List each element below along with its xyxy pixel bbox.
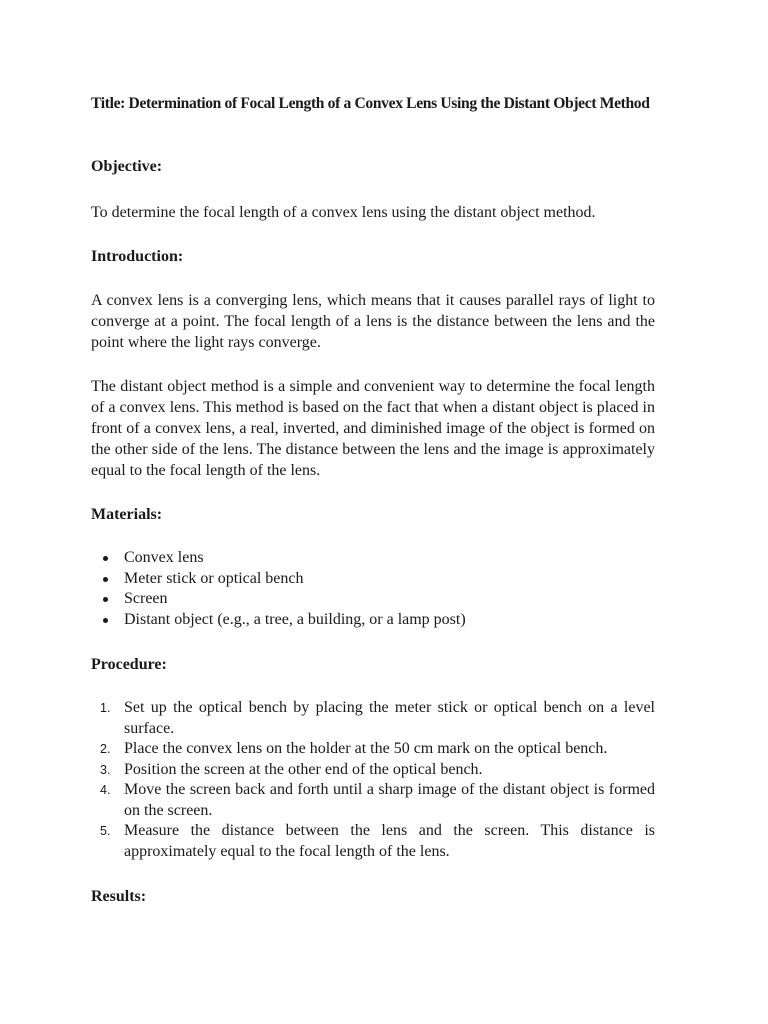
step-number: 1.: [100, 701, 111, 715]
step-number: 2.: [100, 742, 111, 756]
materials-item-text: Convex lens: [124, 549, 204, 566]
materials-heading: Materials:: [91, 506, 163, 523]
step-number: 4.: [100, 783, 111, 797]
document-title: Title: Determination of Focal Length of a Convex Lens Using the Distant Object Method: [91, 95, 650, 112]
procedure-step-text: Set up the optical bench by placing the meter stick or optical bench on a level surface.: [124, 699, 655, 737]
introduction-paragraph-2: The distant object method is a simple and convenient way to determine the focal length of a convex lens. This method is based on the fact that when a distant object is placed in front of a convex lens, a real, inverted, and diminished image of the object is formed on the other side of the lens. The distance between the lens and the image is approximately equal to the focal length of the lens.: [91, 378, 655, 479]
objective-heading: Objective:: [91, 158, 163, 175]
procedure-step: [91, 821, 655, 862]
bullet-icon: [103, 556, 108, 561]
procedure-step: [91, 780, 655, 821]
introduction-paragraph-1: A convex lens is a converging lens, which means that it causes parallel rays of light to converge at a point. The focal length of a lens is the distance between the lens and the point where the light rays converge.: [91, 292, 655, 351]
materials-item-text: Screen: [124, 590, 168, 607]
procedure-step-text: Move the screen back and forth until a sharp image of the distant object is formed on the screen.: [124, 781, 655, 819]
procedure-list: [91, 698, 655, 862]
document-page: [91, 93, 655, 907]
procedure-step: [91, 760, 655, 781]
materials-item-text: Meter stick or optical bench: [124, 569, 304, 587]
introduction-heading: Introduction:: [91, 248, 184, 265]
procedure-step: [91, 698, 655, 739]
procedure-step-text: Position the screen at the other end of the optical bench.: [124, 760, 483, 778]
step-number: 3.: [100, 762, 111, 777]
procedure-heading: Procedure:: [91, 656, 167, 673]
materials-list-item: [91, 548, 655, 569]
materials-list-item: [91, 610, 655, 631]
materials-list-item: [91, 589, 655, 610]
bullet-icon: [103, 597, 108, 602]
procedure-step-text: Measure the distance between the lens and the screen. This distance is approximately equal to the focal length of the lens.: [124, 822, 655, 860]
procedure-step: [91, 739, 655, 760]
bullet-icon: [103, 618, 108, 623]
materials-list-item: [91, 569, 655, 590]
materials-item-text: Distant object (e.g., a tree, a building, or a lamp post): [124, 610, 466, 628]
procedure-step-text: Place the convex lens on the holder at the 50 cm mark on the optical bench.: [124, 740, 608, 757]
step-number: 5.: [100, 824, 111, 838]
materials-list: [91, 548, 655, 630]
objective-text: To determine the focal length of a convex lens using the distant object method.: [91, 204, 596, 221]
bullet-icon: [103, 577, 108, 582]
results-heading: Results:: [91, 888, 147, 905]
